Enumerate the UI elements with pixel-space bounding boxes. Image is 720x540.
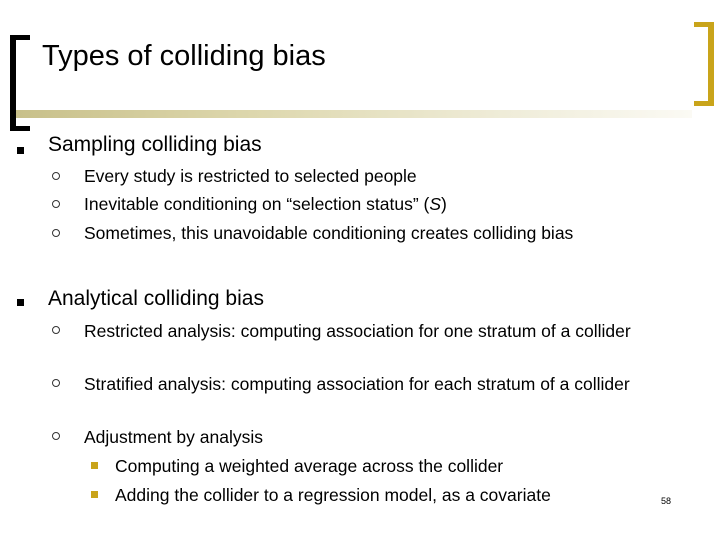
list-item: Stratified analysis: computing association for each stratum of a collider	[84, 374, 630, 394]
slide-title: Types of colliding bias	[42, 40, 326, 72]
bullet-circle-icon	[52, 326, 60, 334]
bullet-circle-icon	[52, 200, 60, 208]
bullet-circle-icon	[52, 229, 60, 237]
page-number: 58	[661, 496, 672, 506]
list-item: Every study is restricted to selected people	[84, 166, 417, 186]
sub-bullet-square-icon	[91, 462, 98, 469]
sub-bullet-square-icon	[91, 491, 98, 498]
list-item: Inevitable conditioning on “selection status” (S)	[84, 194, 447, 214]
list-item: Restricted analysis: computing association for one stratum of a collider	[84, 321, 631, 341]
list-item: Adjustment by analysis	[84, 427, 263, 447]
bullet-square-icon	[17, 147, 24, 154]
bullet-circle-icon	[52, 432, 60, 440]
bullet-circle-icon	[52, 379, 60, 387]
title-underline-rule	[16, 110, 692, 118]
section-heading-sampling: Sampling colliding bias	[48, 133, 262, 156]
sub-list-item: Computing a weighted average across the collider	[115, 456, 504, 476]
bullet-square-icon	[17, 299, 24, 306]
list-item: Sometimes, this unavoidable conditioning creates colliding bias	[84, 223, 574, 243]
sub-list-item: Adding the collider to a regression model, as a covariate	[115, 485, 551, 505]
bullet-circle-icon	[52, 172, 60, 180]
section-heading-analytical: Analytical colliding bias	[48, 287, 264, 310]
right-bracket-decoration	[694, 22, 714, 106]
